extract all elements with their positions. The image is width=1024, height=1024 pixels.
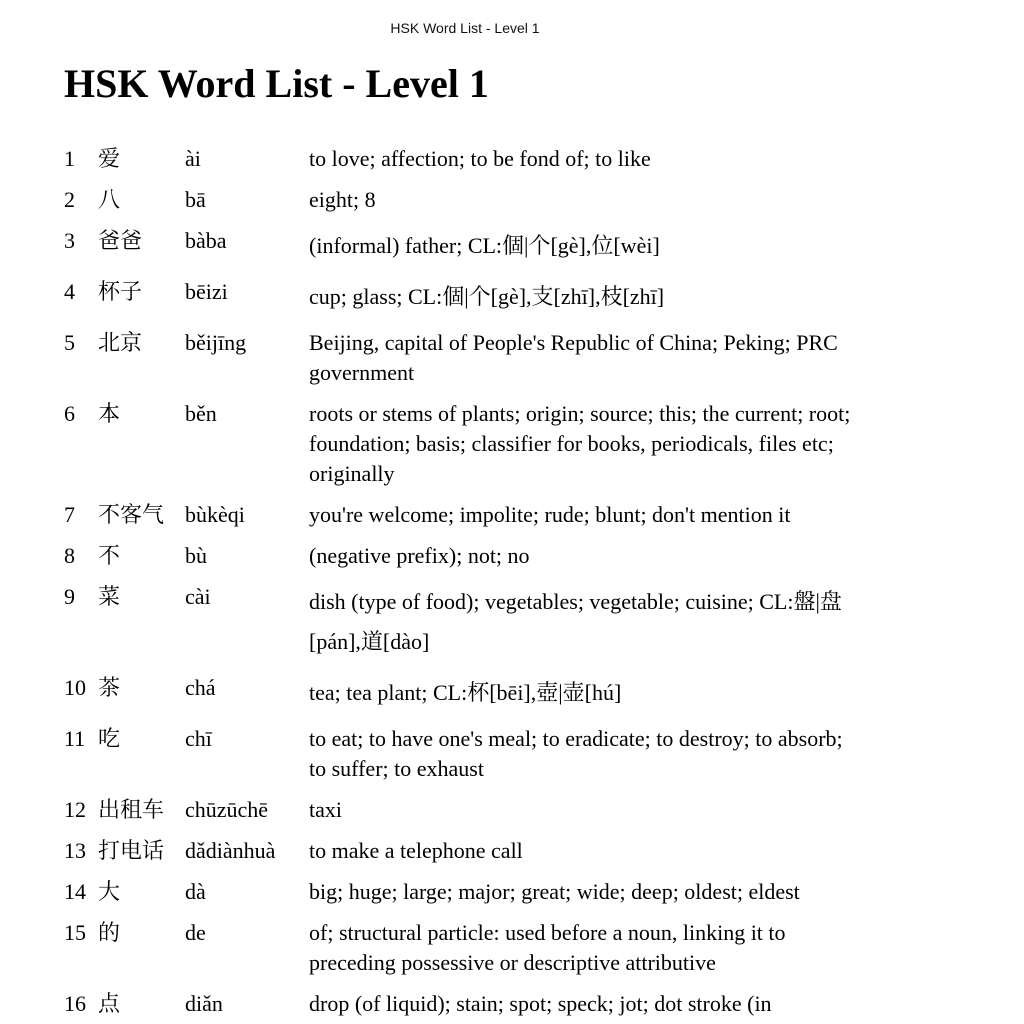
word-hanzi: 北京 [98,330,143,355]
word-row [64,144,859,185]
word-number: 5 [64,330,75,355]
word-hanzi: 出租车 [98,797,165,822]
word-hanzi: 爱 [98,146,121,171]
word-definition: cup; glass; CL:個|个[gè],支[zhī],枝[zhī] [309,284,665,309]
word-pinyin: běijīng [185,330,247,355]
word-definition: (negative prefix); not; no [309,543,530,568]
word-row [64,877,859,918]
word-row [64,328,859,399]
word-pinyin: dǎdiànhuà [185,838,276,863]
word-hanzi: 点 [98,991,121,1016]
word-row [64,989,859,1024]
word-definition: roots or stems of plants; origin; source; this; the current; root; foundation; basis; classifier for books, periodicals, files etc; originally [309,401,851,486]
word-number: 13 [64,838,86,863]
word-hanzi: 本 [98,401,121,426]
word-pinyin: běn [185,401,217,426]
word-hanzi: 菜 [98,584,121,609]
word-definition: to eat; to have one's meal; to eradicate; to destroy; to absorb; to suffer; to exhaust [309,726,843,781]
word-number: 2 [64,187,75,212]
word-row [64,673,859,724]
word-number: 12 [64,797,86,822]
word-definition: to love; affection; to be fond of; to like [309,146,651,171]
word-hanzi: 不客气 [98,502,165,527]
word-row [64,185,859,226]
word-hanzi: 茶 [98,675,121,700]
word-number: 10 [64,675,86,700]
word-hanzi: 八 [98,187,121,212]
word-hanzi: 吃 [98,726,121,751]
word-number: 8 [64,543,75,568]
word-hanzi: 大 [98,879,121,904]
word-number: 7 [64,502,75,527]
word-definition: dish (type of food); vegetables; vegetable; cuisine; CL:盤|盘[pán],道[dào] [309,589,842,654]
word-row [64,500,859,541]
word-number: 16 [64,991,86,1016]
word-pinyin: chūzūchē [185,797,269,822]
word-row [64,541,859,582]
word-pinyin: bù [185,543,207,568]
word-definition: of; structural particle: used before a noun, linking it to preceding possessive or descriptive attributive [309,920,786,975]
word-number: 11 [64,726,86,751]
word-definition: taxi [309,797,342,822]
word-number: 1 [64,146,75,171]
word-definition: to make a telephone call [309,838,523,863]
word-number: 6 [64,401,75,426]
word-definition: tea; tea plant; CL:杯[bēi],壺|壶[hú] [309,680,622,705]
word-number: 3 [64,228,75,253]
word-row [64,399,859,500]
word-pinyin: diǎn [185,991,223,1016]
word-row [64,582,859,673]
word-row [64,918,859,989]
word-pinyin: ài [185,146,201,171]
word-number: 9 [64,584,75,609]
word-row [64,836,859,877]
word-pinyin: bùkèqi [185,502,245,527]
word-pinyin: chá [185,675,216,700]
word-row [64,226,859,277]
word-hanzi: 打电话 [98,838,165,863]
word-definition: Beijing, capital of People's Republic of China; Peking; PRC government [309,330,838,385]
page-title: HSK Word List - Level 1 [64,61,489,106]
word-number: 14 [64,879,86,904]
word-number: 4 [64,279,75,304]
word-list-table [64,144,859,1024]
word-hanzi: 杯子 [98,279,143,304]
word-pinyin: bēizi [185,279,228,304]
word-hanzi: 不 [98,543,121,568]
word-row [64,277,859,328]
word-row [64,795,859,836]
word-pinyin: dà [185,879,206,904]
word-row [64,724,859,795]
running-header: HSK Word List - Level 1 [390,20,540,36]
word-definition: eight; 8 [309,187,376,212]
word-number: 15 [64,920,86,945]
word-pinyin: de [185,920,206,945]
word-pinyin: bàba [185,228,227,253]
word-hanzi: 爸爸 [98,228,143,253]
word-list-body [64,144,859,1024]
word-pinyin: chī [185,726,212,751]
word-definition: big; huge; large; major; great; wide; deep; oldest; eldest [309,879,800,904]
word-pinyin: bā [185,187,206,212]
word-hanzi: 的 [98,920,121,945]
word-definition: (informal) father; CL:個|个[gè],位[wèi] [309,233,660,258]
word-pinyin: cài [185,584,211,609]
word-definition: you're welcome; impolite; rude; blunt; don't mention it [309,502,791,527]
word-definition: drop (of liquid); stain; spot; speck; jot; dot stroke (in [309,991,772,1016]
